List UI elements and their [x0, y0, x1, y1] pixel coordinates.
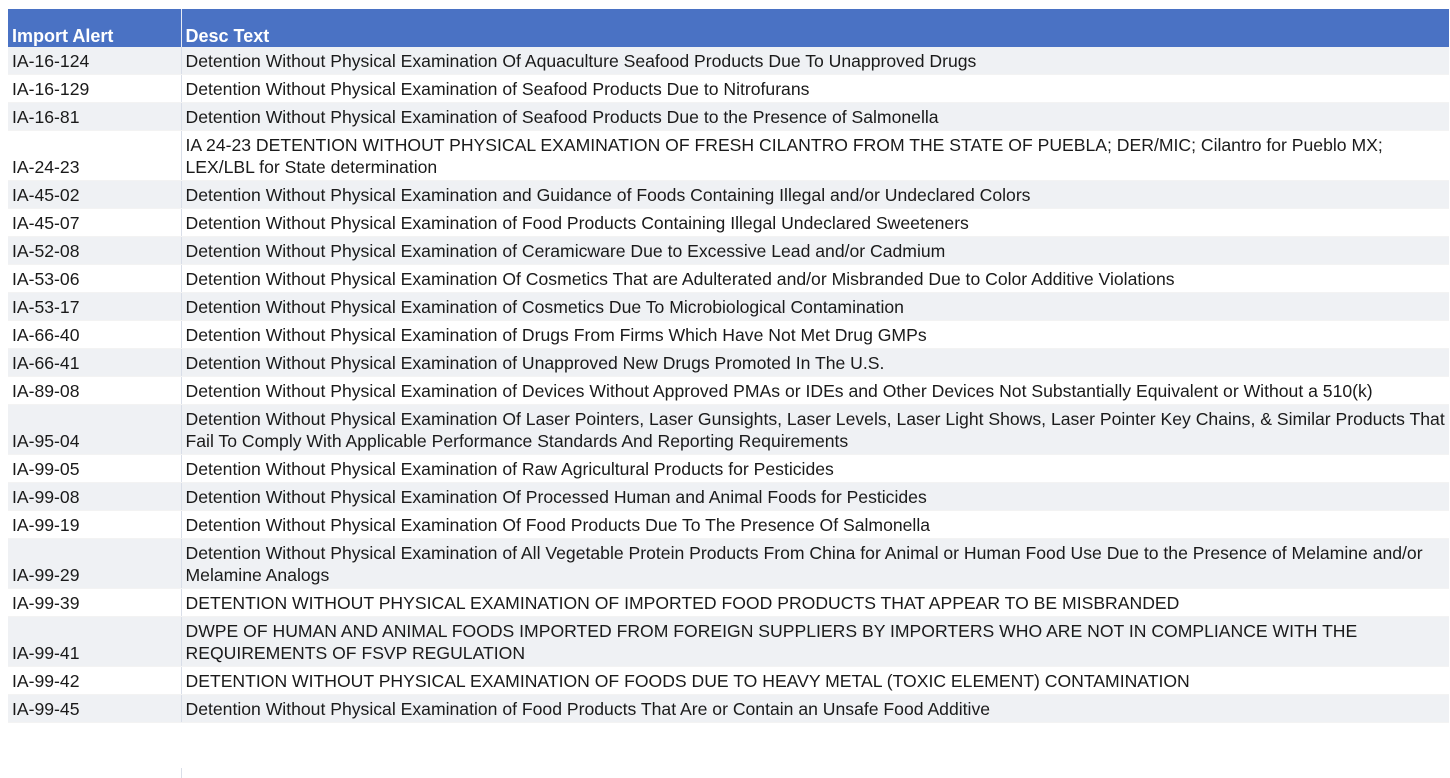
- desc-text-cell[interactable]: Detention Without Physical Examination of Seafood Products Due to Nitrofurans: [181, 75, 1449, 103]
- table-row: [8, 483, 1449, 511]
- desc-text-cell[interactable]: Detention Without Physical Examination Of Aquaculture Seafood Products Due To Unapproved Drugs: [181, 47, 1449, 75]
- import-alert-table: [8, 9, 1449, 723]
- desc-text-cell[interactable]: Detention Without Physical Examination Of Cosmetics That are Adulterated and/or Misbranded Due to Color Additive Violations: [181, 265, 1449, 293]
- import-alert-cell[interactable]: IA-99-42: [8, 667, 181, 695]
- import-alert-cell[interactable]: IA-99-45: [8, 695, 181, 723]
- table-row: [8, 131, 1449, 181]
- import-alert-cell[interactable]: IA-16-124: [8, 47, 181, 75]
- import-alert-cell[interactable]: IA-66-41: [8, 349, 181, 377]
- desc-text-cell[interactable]: DETENTION WITHOUT PHYSICAL EXAMINATION OF FOODS DUE TO HEAVY METAL (TOXIC ELEMENT) CONTAMINATION: [181, 667, 1449, 695]
- import-alert-cell[interactable]: IA-45-02: [8, 181, 181, 209]
- table-row: [8, 47, 1449, 75]
- desc-text-cell[interactable]: Detention Without Physical Examination Of Processed Human and Animal Foods for Pesticides: [181, 483, 1449, 511]
- desc-text-cell[interactable]: Detention Without Physical Examination Of Laser Pointers, Laser Gunsights, Laser Levels, Laser Light Shows, Laser Pointer Key Chains, & Similar Products That Fail To Comply With Applicable Performance Standards And Reporting Requirements: [181, 405, 1449, 455]
- import-alert-cell[interactable]: IA-53-06: [8, 265, 181, 293]
- desc-text-cell[interactable]: Detention Without Physical Examination Of Food Products Due To The Presence Of Salmonella: [181, 511, 1449, 539]
- header-row: [8, 9, 1449, 47]
- table-row: [8, 617, 1449, 667]
- table-row: [8, 75, 1449, 103]
- table-row: [8, 455, 1449, 483]
- import-alert-cell[interactable]: IA-52-08: [8, 237, 181, 265]
- table-row: [8, 181, 1449, 209]
- table-row: [8, 667, 1449, 695]
- import-alert-cell[interactable]: IA-89-08: [8, 377, 181, 405]
- table-row: [8, 377, 1449, 405]
- table-row: [8, 237, 1449, 265]
- table-row: [8, 349, 1449, 377]
- desc-text-cell[interactable]: Detention Without Physical Examination of Cosmetics Due To Microbiological Contamination: [181, 293, 1449, 321]
- desc-text-cell[interactable]: Detention Without Physical Examination of All Vegetable Protein Products From China for Animal or Human Food Use Due to the Presence of Melamine and/or Melamine Analogs: [181, 539, 1449, 589]
- desc-text-cell[interactable]: Detention Without Physical Examination of Food Products Containing Illegal Undeclared Sweeteners: [181, 209, 1449, 237]
- header-cell-import-alert[interactable]: Import Alert: [8, 9, 181, 47]
- table-row: [8, 265, 1449, 293]
- table-row: [8, 293, 1449, 321]
- desc-text-cell[interactable]: Detention Without Physical Examination of Raw Agricultural Products for Pesticides: [181, 455, 1449, 483]
- import-alert-cell[interactable]: IA-99-19: [8, 511, 181, 539]
- desc-text-cell[interactable]: Detention Without Physical Examination of Drugs From Firms Which Have Not Met Drug GMPs: [181, 321, 1449, 349]
- desc-text-cell[interactable]: DWPE OF HUMAN AND ANIMAL FOODS IMPORTED FROM FOREIGN SUPPLIERS BY IMPORTERS WHO ARE NOT IN COMPLIANCE WITH THE REQUIREMENTS OF FSVP REGULATION: [181, 617, 1449, 667]
- desc-text-cell[interactable]: Detention Without Physical Examination of Food Products That Are or Contain an Unsafe Food Additive: [181, 695, 1449, 723]
- import-alert-cell[interactable]: IA-16-129: [8, 75, 181, 103]
- desc-text-cell[interactable]: Detention Without Physical Examination of Devices Without Approved PMAs or IDEs and Other Devices Not Substantially Equivalent or Without a 510(k): [181, 377, 1449, 405]
- desc-text-cell[interactable]: Detention Without Physical Examination and Guidance of Foods Containing Illegal and/or Undeclared Colors: [181, 181, 1449, 209]
- import-alert-cell[interactable]: IA-99-08: [8, 483, 181, 511]
- spreadsheet: [8, 9, 1450, 723]
- desc-text-cell[interactable]: DETENTION WITHOUT PHYSICAL EXAMINATION OF IMPORTED FOOD PRODUCTS THAT APPEAR TO BE MISBRANDED: [181, 589, 1449, 617]
- table-row: [8, 511, 1449, 539]
- desc-text-cell[interactable]: Detention Without Physical Examination of Unapproved New Drugs Promoted In The U.S.: [181, 349, 1449, 377]
- table-row: [8, 589, 1449, 617]
- import-alert-cell[interactable]: IA-53-17: [8, 293, 181, 321]
- table-body: [8, 47, 1449, 723]
- import-alert-cell[interactable]: IA-24-23: [8, 131, 181, 181]
- import-alert-cell[interactable]: IA-95-04: [8, 405, 181, 455]
- table-row: [8, 405, 1449, 455]
- import-alert-cell[interactable]: IA-99-39: [8, 589, 181, 617]
- table-row: [8, 695, 1449, 723]
- table-row: [8, 103, 1449, 131]
- import-alert-cell[interactable]: IA-45-07: [8, 209, 181, 237]
- table-row: [8, 321, 1449, 349]
- header-cell-desc-text[interactable]: Desc Text: [181, 9, 1449, 47]
- import-alert-cell[interactable]: IA-99-29: [8, 539, 181, 589]
- table-row: [8, 539, 1449, 589]
- desc-text-cell[interactable]: Detention Without Physical Examination of Ceramicware Due to Excessive Lead and/or Cadmium: [181, 237, 1449, 265]
- import-alert-cell[interactable]: IA-99-41: [8, 617, 181, 667]
- import-alert-cell[interactable]: IA-16-81: [8, 103, 181, 131]
- desc-text-cell[interactable]: IA 24-23 DETENTION WITHOUT PHYSICAL EXAMINATION OF FRESH CILANTRO FROM THE STATE OF PUEBLA; DER/MIC; Cilantro for Pueblo MX; LEX/LBL for State determination: [181, 131, 1449, 181]
- import-alert-cell[interactable]: IA-66-40: [8, 321, 181, 349]
- table-row: [8, 209, 1449, 237]
- empty-row-fragment: [8, 768, 182, 778]
- desc-text-cell[interactable]: Detention Without Physical Examination of Seafood Products Due to the Presence of Salmonella: [181, 103, 1449, 131]
- import-alert-cell[interactable]: IA-99-05: [8, 455, 181, 483]
